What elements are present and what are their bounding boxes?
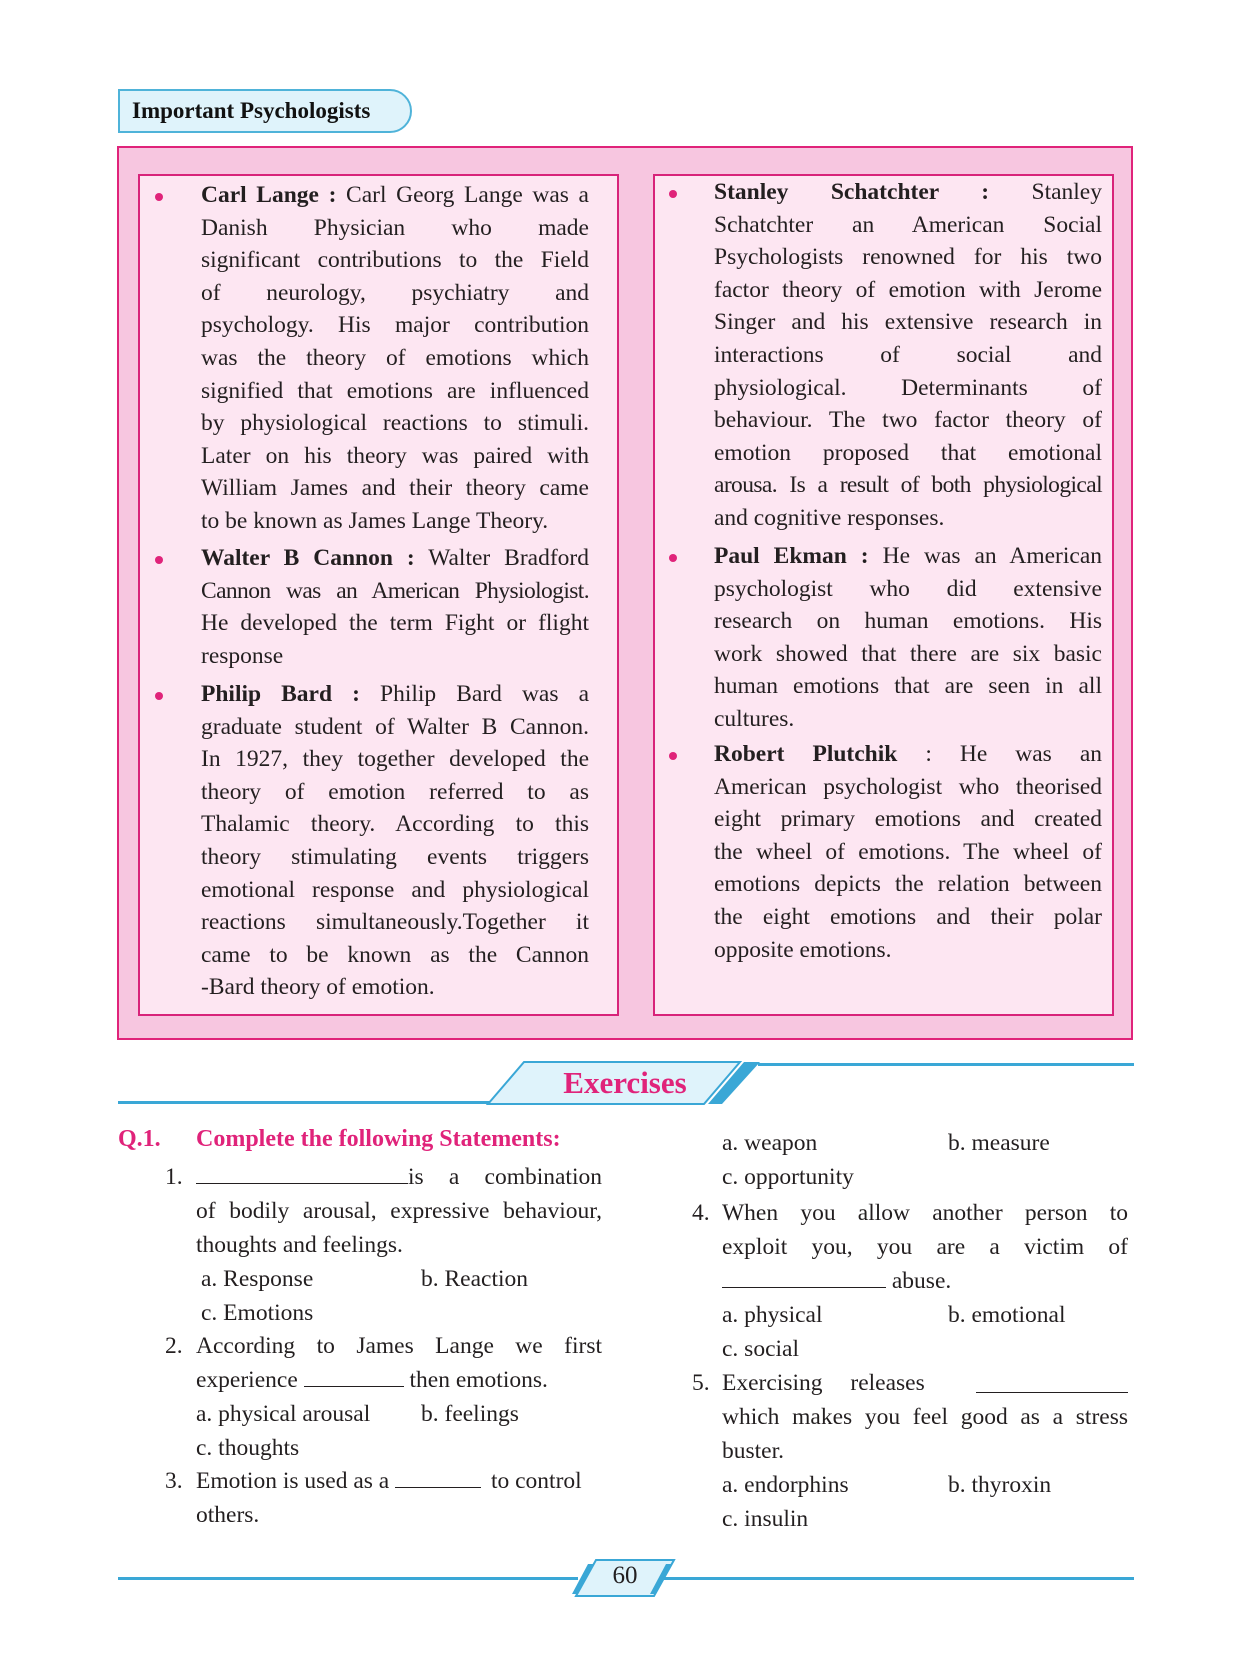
psychologist-name: Carl Lange : bbox=[201, 182, 337, 208]
option: b. thyroxin bbox=[948, 1472, 1052, 1498]
bullet-icon bbox=[669, 190, 677, 198]
exercises-title: Exercises bbox=[563, 1065, 687, 1100]
answer-blank bbox=[722, 1265, 886, 1288]
bullet-icon bbox=[669, 554, 677, 562]
option: c. insulin bbox=[722, 1506, 809, 1532]
option: a. weapon bbox=[722, 1130, 818, 1156]
entry-walter-cannon: Walter B Cannon : Walter Bradford Cannon was an American Physiologist. He developed the term Fight or flight response bbox=[201, 545, 589, 669]
bullet-icon bbox=[669, 752, 677, 760]
bullet-icon bbox=[155, 692, 163, 700]
section-title: Important Psychologists bbox=[118, 89, 412, 133]
item-text: Exercising releases bbox=[722, 1366, 1128, 1400]
item-number: 2. bbox=[165, 1333, 183, 1359]
item-text: buster. bbox=[722, 1438, 785, 1464]
footer-line bbox=[662, 1577, 1134, 1580]
answer-blank bbox=[304, 1364, 404, 1387]
divider-line bbox=[758, 1063, 1134, 1066]
option: b. Reaction bbox=[421, 1266, 529, 1292]
psychologist-name: Philip Bard : bbox=[201, 681, 360, 707]
psychologist-name: Paul Ekman : bbox=[714, 543, 869, 569]
item-text: exploit you, you are a victim of bbox=[722, 1234, 1128, 1260]
bullet-icon bbox=[155, 193, 163, 201]
psychologist-name: Stanley Schatchter : bbox=[714, 179, 990, 205]
item-text: which makes you feel good as a stress bbox=[722, 1404, 1128, 1430]
question-title: Complete the following Statements: bbox=[196, 1126, 561, 1152]
option: b. measure bbox=[948, 1130, 1050, 1156]
bullet-icon bbox=[155, 556, 163, 564]
entry-philip-bard: Philip Bard : Philip Bard was a graduate student of Walter B Cannon. In 1927, they together developed the theory of emotion referred to as Thalamic theory. According to this theory stimulating events triggers emotional response and physiological reactions simultaneously.Together it came to be known as the Cannon -Bard theory of emotion. bbox=[201, 681, 589, 1001]
item-number: 4. bbox=[692, 1200, 710, 1226]
divider-line bbox=[118, 1101, 504, 1104]
option: b. emotional bbox=[948, 1302, 1066, 1328]
item-number: 5. bbox=[692, 1370, 710, 1396]
entry-carl-lange: Carl Lange : Carl Georg Lange was a Danish Physician who made significant contributions to the Field of neurology, psychiatry and psychology. His major contribution was the theory of emotions which signified that emotions are influenced by physiological reactions to stimuli. Later on his theory was paired with William James and their theory came to be known as James Lange Theory. bbox=[201, 182, 589, 534]
option: a. physical arousal bbox=[196, 1401, 371, 1427]
item-text: thoughts and feelings. bbox=[196, 1232, 403, 1258]
option: c. thoughts bbox=[196, 1435, 300, 1461]
answer-blank bbox=[196, 1161, 408, 1184]
item-text: According to James Lange we first bbox=[196, 1333, 602, 1359]
answer-blank bbox=[976, 1370, 1128, 1393]
psychologist-name: Walter B Cannon : bbox=[201, 545, 415, 571]
option: a. endorphins bbox=[722, 1472, 849, 1498]
item-text: abuse. bbox=[722, 1264, 951, 1298]
question-number: Q.1. bbox=[118, 1126, 161, 1152]
item-number: 3. bbox=[165, 1468, 183, 1494]
option: a. physical bbox=[722, 1302, 823, 1328]
option: b. feelings bbox=[421, 1401, 519, 1427]
entry-stanley-schatchter: Stanley Schatchter : Stanley Schatchter an American Social Psychologists renowned for his two factor theory of emotion with Jerome Singer and his extensive research in interactions of social and physiological. Determinants of behaviour. The two factor theory of emotion proposed that emotional arousa. Is a result of both physiological and cognitive responses. bbox=[714, 179, 1102, 531]
entry-robert-plutchik: Robert Plutchik : He was an American psychologist who theorised eight primary emotions and created the wheel of emotions. The wheel of emotions depicts the relation between the eight emotions and their polar opposite emotions. bbox=[714, 741, 1102, 963]
option: a. Response bbox=[201, 1266, 314, 1292]
entry-paul-ekman: Paul Ekman : He was an American psychologist who did extensive research on human emotions. His work showed that there are six basic human emotions that are seen in all cultures. bbox=[714, 543, 1103, 732]
item-text: experience then emotions. bbox=[196, 1363, 548, 1397]
item-text: is a combination bbox=[196, 1160, 602, 1194]
item-text: of bodily arousal, expressive behaviour, bbox=[196, 1198, 602, 1224]
item-number: 1. bbox=[165, 1164, 183, 1190]
option: c. Emotions bbox=[201, 1300, 314, 1326]
page-number: 60 bbox=[612, 1562, 638, 1589]
option: c. social bbox=[722, 1336, 799, 1362]
answer-blank bbox=[395, 1465, 481, 1488]
option: c. opportunity bbox=[722, 1164, 854, 1190]
footer-line bbox=[118, 1577, 578, 1580]
psychologist-name: Robert Plutchik bbox=[714, 741, 898, 767]
item-text: When you allow another person to bbox=[722, 1200, 1128, 1226]
item-text: Emotion is used as a to control bbox=[196, 1464, 582, 1498]
item-text: others. bbox=[196, 1502, 260, 1528]
